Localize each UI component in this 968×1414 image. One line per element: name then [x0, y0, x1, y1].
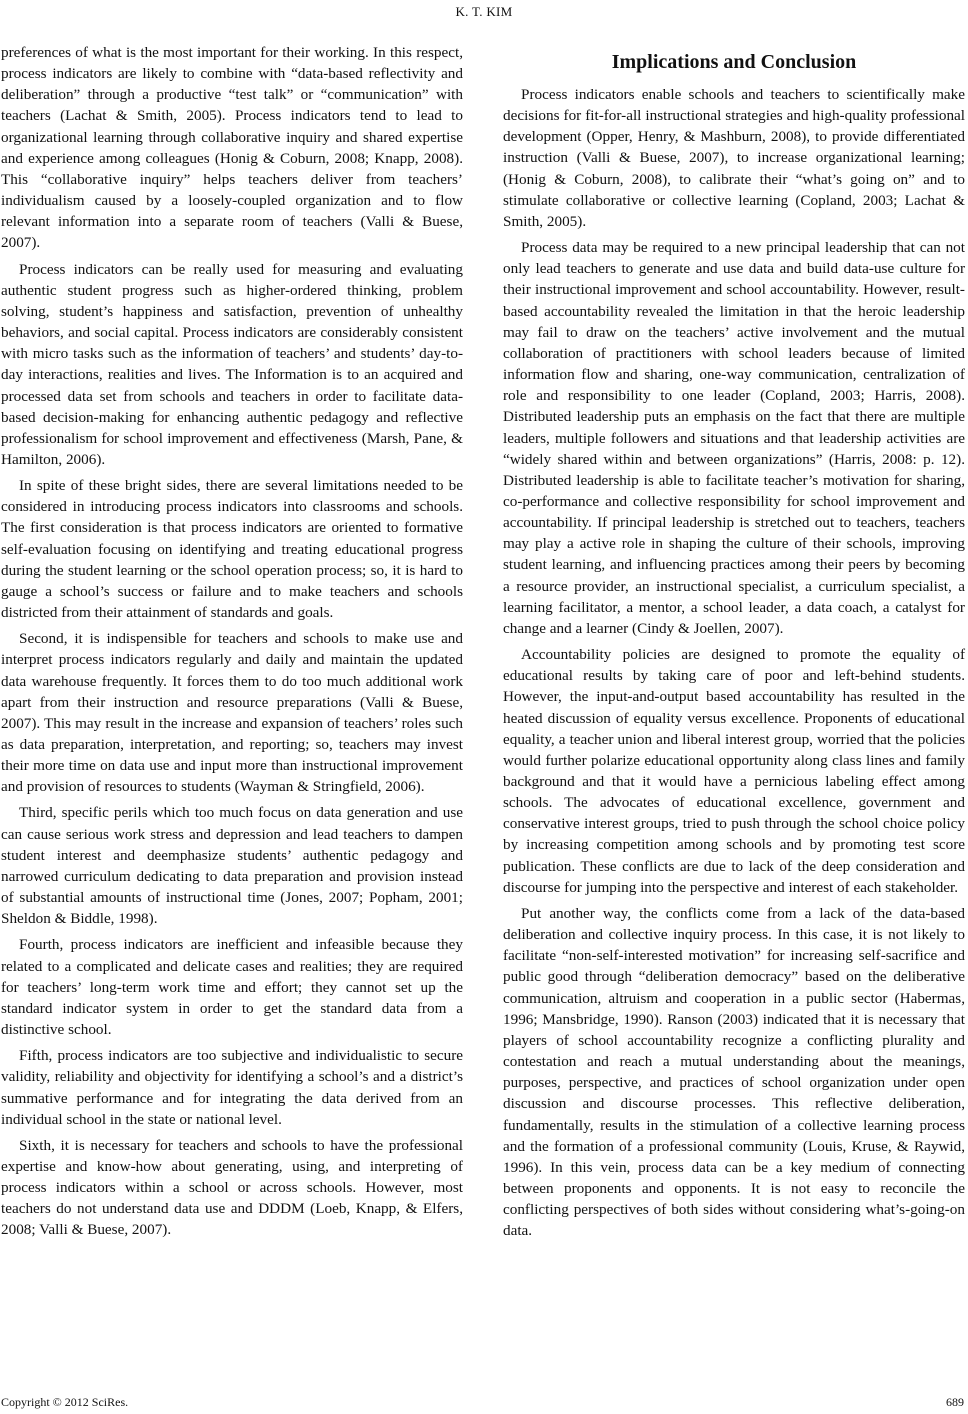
left-paragraph-5: Third, specific perils which too much focus on data generation and use can cause serious work stress and depression and lead teachers to dampen student interest and deemphasize students’ authentic pedagogy and narrowed curriculum dedicating to data preparation and provision instead of substantial amounts of instructional time (Jones, 2007; Popham, 2001; Sheldon & Biddle, 1998). — [1, 804, 463, 928]
right-paragraph-2: Process data may be required to a new principal leadership that can not only lead teachers to generate and use data and build data-use culture for their instructional improvement and school accountability. However, result-based accountability revealed the limitation in that the heroic leadership may fail to draw on the teachers’ active involvement and the mutual collaboration of practitioners with school leaders because of limited information flow and sharing, one-way communication, centralization of role and responsibility to one leader (Copland, 2003; Harris, 2008). Distributed leadership puts an emphasis on the fact that there are multiple leaders, multiple followers and situations and that leadership activities are “widely shared within and between organizations” (Harris, 2008: p. 12). Distributed leadership is able to facilitate teacher’s motivation for sharing, co-performance and collective responsibility for school improvement and accountability. If principal leadership is stretched out to teachers, teachers may play a active role in shaping the culture of their schools, improving student learning, and influencing practices among their peers by becoming a resource provider, an instructional specialist, a curriculum specialist, a learning facilitator, a mentor, a school leader, a data coach, a catalyst for change and a learner (Cindy & Joellen, 2007). — [503, 239, 965, 637]
left-paragraph-7: Fifth, process indicators are too subjective and individualistic to secure validity, reliability and objectivity for identifying a school’s and a district’s summative performance and for integrating the data derived from an individual school in the state or national level. — [1, 1047, 463, 1128]
copyright-notice: Copyright © 2012 SciRes. — [1, 1395, 129, 1409]
left-column — [1, 42, 463, 1246]
left-paragraph-4: Second, it is indispensible for teachers and schools to make use and interpret process indicators regularly and daily and maintain the updated data warehouse frequently. It forces them to do too much additional work apart from their instruction and resource preparations (Valli & Buese, 2007). This may result in the increase and expansion of teachers’ roles such as data preparation, interpretation, and reporting; so, teachers may invest their more time on data use and input more than instructional improvement and provision of resources to students (Wayman & Stringfield, 2006). — [1, 630, 463, 796]
running-head: K. T. KIM — [455, 4, 513, 19]
left-paragraph-6: Fourth, process indicators are inefficient and infeasible because they related to a complicated and delicate cases and realities; they are required for teachers’ long-term work time and effort; they cannot set up the standard indicator system in order to get the standard data from a distinctive school. — [1, 936, 463, 1039]
right-paragraph-3: Accountability policies are designed to promote the equality of educational results by taking care of poor and left-behind students. However, the input-and-output based accountability has resulted in the heated discussion of equality versus excellence. Proponents of educational equality, a teacher union and liberal interest group, worried that the policies would further polarize educational opportunity along class lines and family background and that it would have a pernicious labeling effect among schools. The advocates of educational excellence, government and conservative interest groups, tried to push through the school choice policy by increasing competition among schools and by promoting test score publication. These conflicts are due to lack of the deep consideration and discourse for jumping into the perspective and interest of each stakeholder. — [503, 646, 965, 896]
page-number: 689 — [946, 1395, 964, 1409]
left-paragraph-8: Sixth, it is necessary for teachers and schools to have the professional expertise and know-how about generating, using, and interpreting of process indicators within a school or across schools. However, most teachers do not understand data use and DDDM (Loeb, Knapp, & Elfers, 2008; Valli & Buese, 2007). — [1, 1136, 463, 1239]
section-title: Implications and Conclusion — [611, 51, 857, 73]
right-paragraph-4: Put another way, the conflicts come from a lack of the data-based deliberation and collective inquiry process. In this case, it is not likely to facilitate “non-self-interested motivation” for increasing self-sacrifice and public good through “deliberation democracy” based on the deliberative communication, altruism and cooperation in a public sector (Habermas, 1996; Mansbridge, 1990). Ranson (2003) indicated that it is necessary that players of school accountability recognize a conflicting plurality and contestation and reach a mutual understanding about the meanings, purposes, perspective, and practices of school organization under open discussion and discourse processes. This reflective deliberation, fundamentally, results in the stimulation of a collective learning process and the formation of a professional community (Louis, Kruse, & Raywid, 1996). In this vein, process data can be a key medium of connecting between proponents and opponents. It is not easy to reconcile the conflicting perspectives of both sides without considering what’s-going-on data. — [503, 904, 965, 1240]
left-paragraph-1: preferences of what is the most important for their working. In this respect, process indicators are likely to combine with “data-based reflectivity and deliberation” through a productive “test talk” or “communication” with teachers (Lachat & Smith, 2005). Process indicators tend to lead to organizational learning through collaborative inquiry and shared expertise and experience among colleagues (Honig & Coburn, 2008; Knapp, 2008). This “collaborative inquiry” helps teachers deliver from teachers’ individualism caused by a loosely-coupled organization and to flow relevant information into a separate room of teachers (Valli & Buese, 2007). — [1, 44, 463, 252]
left-paragraph-3: In spite of these bright sides, there are several limitations needed to be considered in introducing process indicators into classrooms and schools. The first consideration is that process indicators are oriented to formative self-evaluation focusing on identifying and treating educational progress during the student learning or the school operation process; so, it is hard to gauge a school’s success or failure and to make teachers and schools districted from their attainment of standards and goals. — [1, 477, 463, 622]
right-paragraph-1: Process indicators enable schools and teachers to scientifically make decisions for fit-for-all instructional strategies and high-quality professional development (Opper, Henry, & Mashburn, 2008), to provide differentiated instruction (Valli & Buese, 2007), to increase organizational learning; (Honig & Coburn, 2008), to calibrate their “what’s going on” and to stimulate collaborative or collective learning (Copland, 2003; Lachat & Smith, 2005). — [503, 86, 965, 230]
left-paragraph-2: Process indicators can be really used for measuring and evaluating authentic student progress such as higher-ordered thinking, problem solving, student’s happiness and satisfaction, prevention of unhealthy behaviors, and social capital. Process indicators are considerably consistent with micro tasks such as the information of teachers’ and students’ day-to-day interactions, realities and lives. The Information is to an acquired and processed data set from schools and teachers in order to facilitate data-based decision-making for enhancing authentic pedagogy and reflective professionalism for school improvement and effectiveness (Marsh, Pane, & Hamilton, 2006). — [1, 260, 463, 468]
right-column — [503, 49, 965, 1246]
